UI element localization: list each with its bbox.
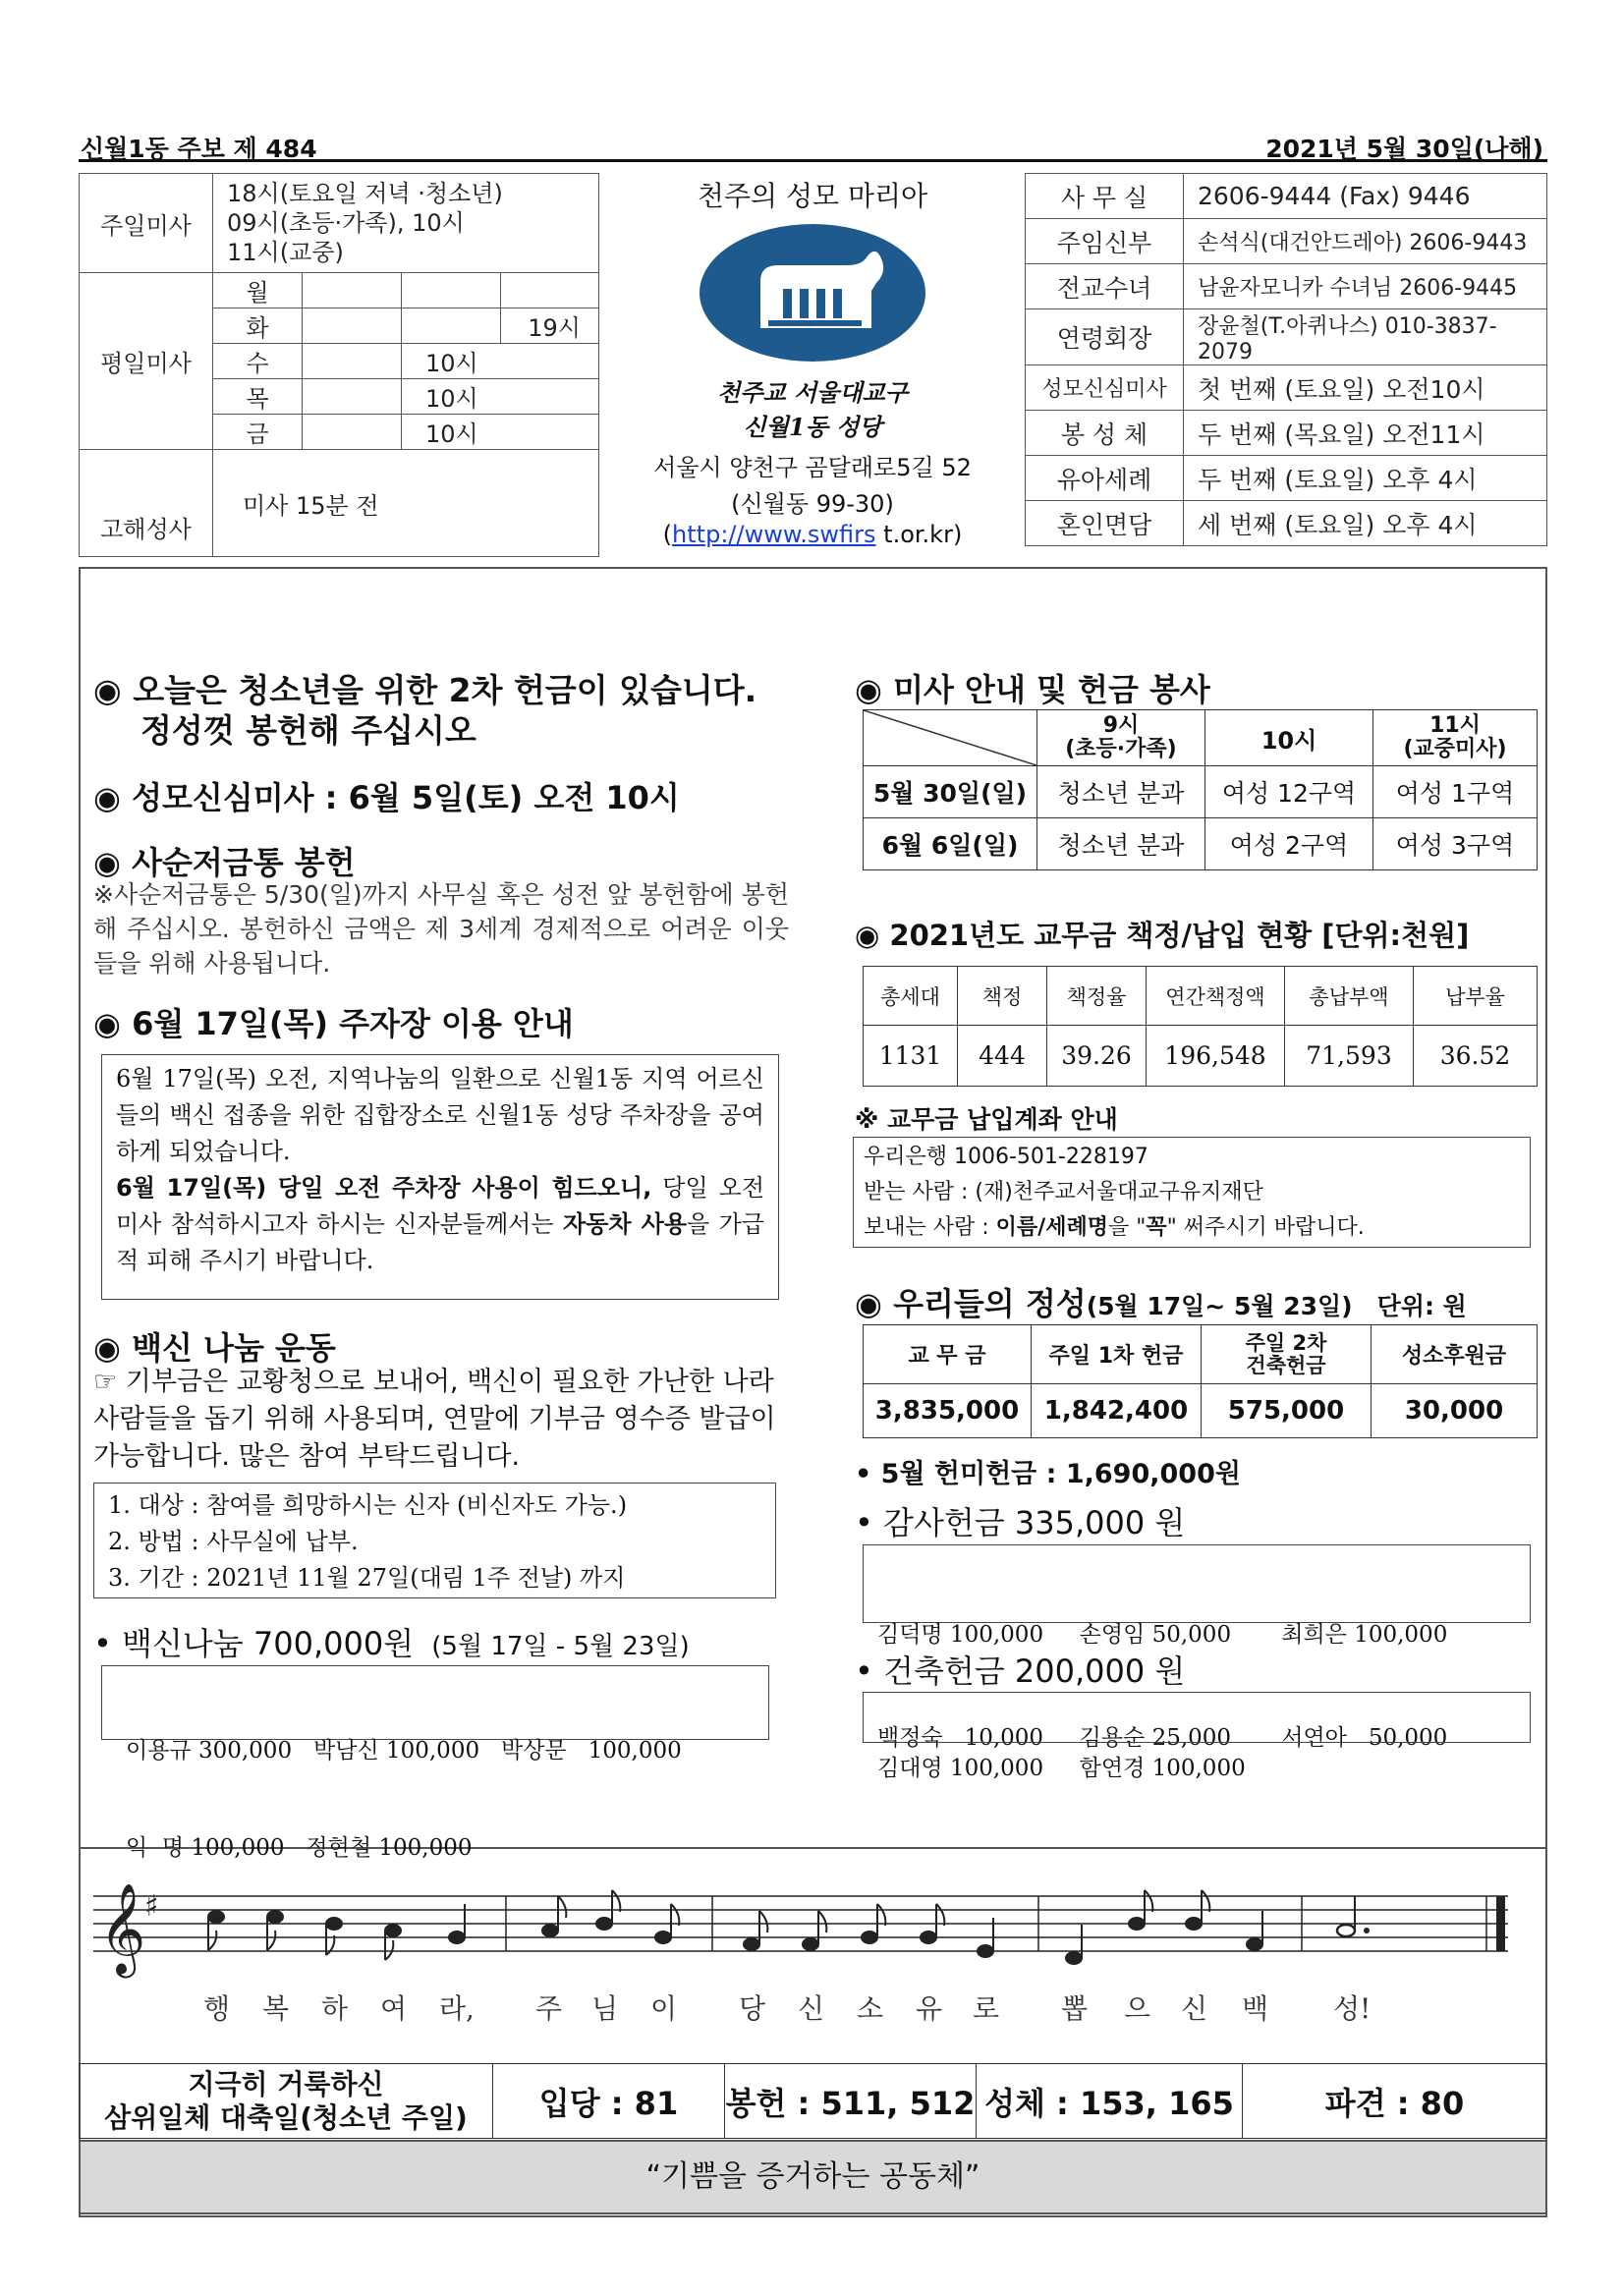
mass-date: 5월 30일(일) bbox=[864, 766, 1037, 818]
donor-line: 익 명 100,000 정현철 100,000 bbox=[126, 1835, 473, 1861]
hymn-communion: 성체 : 153, 165 bbox=[977, 2064, 1243, 2139]
hymn-offertory: 봉헌 : 511, 512 bbox=[725, 2064, 977, 2139]
mass-cell: 청소년 분과 bbox=[1037, 818, 1205, 870]
notice-vaccine: ◉ 백신 나눔 운동 bbox=[93, 1329, 336, 1367]
contact-key: 전교수녀 bbox=[1026, 264, 1184, 309]
offering-header: 성소후원금 bbox=[1372, 1325, 1538, 1384]
sunday-mass-label: 주일미사 bbox=[80, 174, 213, 273]
dues-value: 36.52 bbox=[1414, 1026, 1538, 1087]
feast-name-line1: 지극히 거룩하신 bbox=[188, 2067, 384, 2100]
weekday-cell bbox=[303, 415, 402, 450]
lyric-syllable: 성! bbox=[1333, 1992, 1372, 2025]
account-sender-text-2: " 써주시기 바랍니다. bbox=[1166, 1215, 1365, 1240]
contact-key: 성모신심미사 bbox=[1026, 365, 1184, 411]
dues-header: 책정 bbox=[958, 967, 1047, 1026]
mass-cell: 여성 12구역 bbox=[1205, 766, 1373, 818]
lyric-syllable: 소 bbox=[857, 1992, 884, 2025]
lyric-syllable: 로 bbox=[973, 1992, 1000, 2025]
dues-table bbox=[863, 966, 1538, 1087]
notice-marian-mass: ◉ 성모신심미사 : 6월 5일(토) 오전 10시 bbox=[93, 779, 680, 816]
mass-date: 6월 6일(일) bbox=[864, 818, 1037, 870]
offering-header: 교 무 금 bbox=[864, 1325, 1032, 1384]
vaccine-details-box bbox=[93, 1483, 776, 1598]
lyric-syllable: 백 bbox=[1242, 1992, 1269, 2025]
notice-lent-box: ◉ 사순저금통 봉헌 bbox=[93, 844, 356, 881]
weekday-cell bbox=[303, 308, 402, 344]
notice-youth-offering-2: 정성껏 봉헌해 주십시오 bbox=[140, 711, 476, 750]
weekday-mon: 월 bbox=[213, 273, 303, 308]
mass-header-10: 10시 bbox=[1205, 710, 1373, 766]
parish-address: 서울시 양천구 곰달래로5길 52 bbox=[653, 454, 972, 481]
account-sender-name: 이름/세례명 bbox=[995, 1215, 1108, 1240]
diagonal-line-icon bbox=[864, 710, 1036, 765]
lyric-syllable: 주 bbox=[535, 1992, 563, 2025]
contact-key: 사 무 실 bbox=[1026, 174, 1184, 219]
contact-value: 손석식(대건안드레아) 2606-9443 bbox=[1184, 219, 1547, 264]
offering-header: 주일 1차 헌금 bbox=[1032, 1325, 1202, 1384]
weekday-wed: 수 bbox=[213, 344, 303, 379]
lyric-syllable: 신 bbox=[1181, 1992, 1208, 2025]
account-recipient: 받는 사람 : (재)천주교서울대교구유지재단 bbox=[864, 1180, 1263, 1204]
weekday-cell: 10시 bbox=[402, 379, 599, 415]
parking-notice-box bbox=[101, 1054, 779, 1300]
dues-header: 납부율 bbox=[1414, 967, 1538, 1026]
dues-header: 연간책정액 bbox=[1147, 967, 1285, 1026]
dues-value: 196,548 bbox=[1147, 1026, 1285, 1087]
weekday-mass-label: 평일미사 bbox=[80, 273, 213, 450]
donor-line: 백정숙 10,000 김용순 25,000 서연아 50,000 bbox=[877, 1725, 1448, 1751]
dues-header: 책정율 bbox=[1047, 967, 1147, 1026]
mass-cell: 여성 2구역 bbox=[1205, 818, 1373, 870]
parking-bold: 6월 17일(목) 당일 오전 주차장 사용이 힘드오니, bbox=[116, 1174, 652, 1202]
dues-value: 1131 bbox=[864, 1026, 958, 1087]
donor-line: 김대영 100,000 함연경 100,000 bbox=[877, 1756, 1246, 1781]
weekday-cell bbox=[402, 273, 501, 308]
offering-period: (5월 17일~ 5월 23일) bbox=[1086, 1292, 1353, 1320]
weekday-cell: 19시 bbox=[501, 308, 599, 344]
notice-youth-offering: ◉ 오늘은 청소년을 위한 2차 헌금이 있습니다. bbox=[93, 671, 757, 709]
svg-text:𝄞: 𝄞 bbox=[99, 1882, 146, 1974]
contact-key: 혼인면담 bbox=[1026, 501, 1184, 546]
url-bracket: ( bbox=[662, 521, 673, 548]
mass-cell: 여성 1구역 bbox=[1373, 766, 1538, 818]
contact-value: 두 번째 (목요일) 오전11시 bbox=[1184, 411, 1547, 456]
offering-value: 1,842,400 bbox=[1032, 1384, 1202, 1438]
offering-table bbox=[863, 1324, 1538, 1438]
lyric-syllable: 신 bbox=[798, 1992, 825, 2025]
feast-name-line2: 삼위일체 대축일(청소년 주일) bbox=[104, 2100, 468, 2134]
contact-key: 봉 성 체 bbox=[1026, 411, 1184, 456]
weekday-thu: 목 bbox=[213, 379, 303, 415]
offering-value: 30,000 bbox=[1372, 1384, 1538, 1438]
mass-header-9: 9시 (초등·가족) bbox=[1037, 710, 1205, 766]
account-sender-must: 꼭 bbox=[1146, 1215, 1167, 1240]
dues-value: 39.26 bbox=[1047, 1026, 1147, 1087]
mass-service-table bbox=[863, 709, 1538, 870]
contact-value: 장윤철(T.아퀴나스) 010-3837-2079 bbox=[1184, 309, 1547, 365]
vaccine-total-amount: • 백신나눔 700,000원 bbox=[93, 1625, 415, 1662]
contact-key: 주임신부 bbox=[1026, 219, 1184, 264]
account-bank: 우리은행 1006-501-228197 bbox=[864, 1145, 1148, 1169]
confession-value: 미사 15분 전 bbox=[213, 450, 599, 557]
rice-offering: • 5월 헌미헌금 : 1,690,000원 bbox=[855, 1459, 1241, 1489]
parish-logo-icon bbox=[690, 222, 935, 369]
lyric-syllable: 님 bbox=[591, 1992, 619, 2025]
lyric-syllable: 하 bbox=[321, 1992, 349, 2025]
donor-line: 이용규 300,000 박남신 100,000 박상문 100,000 bbox=[126, 1738, 682, 1764]
thanks-offering: • 감사헌금 335,000 원 bbox=[855, 1504, 1186, 1541]
parking-text: 6월 17일(목) 오전, 지역나눔의 일환으로 신월1동 지역 어르신들의 백신 접종을 위한 집합장소로 신월1동 성당 주차장을 공여하게 되었습니다. bbox=[116, 1065, 764, 1165]
offering-value: 3,835,000 bbox=[864, 1384, 1032, 1438]
building-offering: • 건축헌금 200,000 원 bbox=[855, 1652, 1186, 1690]
offering-title-text: ◉ 우리들의 정성 bbox=[855, 1285, 1087, 1322]
donor-line: 김덕명 100,000 손영임 50,000 최희은 100,000 bbox=[877, 1622, 1448, 1648]
parish-website-link[interactable]: http://www.swfirs bbox=[672, 521, 876, 548]
contact-key: 유아세례 bbox=[1026, 456, 1184, 501]
offering-header: 주일 2차 건축헌금 bbox=[1202, 1325, 1372, 1384]
contact-value: 세 번째 (토요일) 오후 4시 bbox=[1184, 501, 1547, 546]
weekday-cell bbox=[303, 344, 402, 379]
offering-value: 575,000 bbox=[1202, 1384, 1372, 1438]
bulletin-date: 2021년 5월 30일(나해) bbox=[1265, 135, 1543, 163]
contact-value: 두 번째 (토요일) 오후 4시 bbox=[1184, 456, 1547, 501]
confession-label: 고해성사 bbox=[80, 450, 213, 557]
notice-lent-body: ※사순저금통은 5/30(일)까지 사무실 혹은 성전 앞 봉헌함에 봉헌 해 주십시오. 봉헌하신 금액은 제 3세계 경제적으로 어려운 이웃들을 위해 사용됩니다. bbox=[93, 880, 789, 978]
parking-bold-2: 자동차 사용 bbox=[562, 1210, 688, 1238]
lyric-syllable: 복 bbox=[262, 1992, 290, 2025]
weekday-cell bbox=[402, 308, 501, 344]
lyric-syllable: 이 bbox=[650, 1992, 678, 2025]
dues-title: ◉ 2021년도 교무금 책정/납입 현황 [단위:천원] bbox=[855, 919, 1470, 952]
contact-value: 첫 번째 (토요일) 오전10시 bbox=[1184, 365, 1547, 411]
vaccine-donors-box bbox=[101, 1665, 769, 1861]
logo-text-line1: 천주교 서울대교구 bbox=[717, 378, 908, 407]
parish-website bbox=[601, 521, 1024, 548]
header-divider bbox=[79, 159, 1547, 162]
weekday-fri: 금 bbox=[213, 415, 303, 450]
account-sender-text: 을 " bbox=[1107, 1215, 1147, 1240]
lyric-syllable: 유 bbox=[916, 1992, 943, 2025]
parish-address-2: (신월동 99-30) bbox=[731, 490, 894, 518]
music-lyrics bbox=[93, 1988, 1528, 2027]
vaccine-total bbox=[93, 1619, 690, 1664]
weekday-cell: 10시 bbox=[402, 344, 599, 379]
contact-key: 연령회장 bbox=[1026, 309, 1184, 365]
account-sender-label: 보내는 사람 : bbox=[864, 1215, 996, 1240]
mass-cell: 여성 3구역 bbox=[1373, 818, 1538, 870]
parking-text-3: 을 가급적 피해 주시기 바랍니다. bbox=[116, 1210, 764, 1274]
lyric-syllable: 여 bbox=[380, 1992, 408, 2025]
account-title: ※ 교무금 납입계좌 안내 bbox=[855, 1105, 1118, 1134]
contact-value: 2606-9444 (Fax) 9446 bbox=[1184, 174, 1547, 219]
offering-unit: 단위: 원 bbox=[1376, 1292, 1467, 1320]
notice-parking: ◉ 6월 17일(목) 주자장 이용 안내 bbox=[93, 1005, 574, 1042]
lyric-syllable: 라, bbox=[439, 1992, 475, 2025]
vaccine-detail-item: 2. 방법 : 사무실에 납부. bbox=[108, 1528, 359, 1555]
parish-title: 천주의 성모 마리아 bbox=[697, 180, 928, 212]
svg-text:♯: ♯ bbox=[144, 1889, 159, 1924]
vaccine-body: ☞ 기부금은 교황청으로 보내어, 백신이 필요한 가난한 나라 사람들을 돕기 위해 사용되며, 연말에 기부금 영수증 발급이 가능합니다. 많은 참여 부탁드립니다. bbox=[93, 1367, 776, 1472]
parish-motto: “기쁨을 증거하는 공동체” bbox=[79, 2140, 1547, 2214]
logo-text-line2: 신월1동 성당 bbox=[743, 413, 882, 441]
weekday-cell bbox=[303, 379, 402, 415]
weekday-cell: 10시 bbox=[402, 415, 599, 450]
hymn-entrance: 입당 : 81 bbox=[493, 2064, 725, 2139]
url-rest: t.or.kr) bbox=[883, 521, 963, 548]
weekday-cell bbox=[501, 273, 599, 308]
sunday-mass-times: 18시(토요일 저녁 ·청소년) 09시(초등·가족), 10시 11시(교중) bbox=[213, 174, 599, 273]
music-staff bbox=[93, 1876, 1528, 2053]
mass-header-11: 11시 (교중미사) bbox=[1373, 710, 1538, 766]
mass-service-title: ◉ 미사 안내 및 헌금 봉사 bbox=[855, 671, 1210, 708]
hymn-numbers-table bbox=[79, 2063, 1547, 2139]
contacts-table bbox=[1025, 173, 1547, 546]
feast-name bbox=[80, 2064, 493, 2139]
weekday-tue: 화 bbox=[213, 308, 303, 344]
bulletin-issue: 신월1동 주보 제 484 bbox=[81, 135, 317, 163]
lyric-syllable: 뽑 bbox=[1061, 1992, 1089, 2025]
weekday-cell bbox=[303, 273, 402, 308]
hymn-dismissal: 파견 : 80 bbox=[1243, 2064, 1547, 2139]
dues-header: 총세대 bbox=[864, 967, 958, 1026]
vaccine-period: (5월 17일 - 5월 23일) bbox=[431, 1632, 690, 1661]
account-sender bbox=[864, 1210, 1520, 1246]
diagonal-header bbox=[864, 710, 1037, 766]
mass-cell: 청소년 분과 bbox=[1037, 766, 1205, 818]
parking-text-2: 당일 오전 미사 참석하시고자 하시는 신자분들께서는 bbox=[116, 1174, 764, 1238]
dues-value: 444 bbox=[958, 1026, 1047, 1087]
dues-header: 총납부액 bbox=[1285, 967, 1414, 1026]
vaccine-detail-item: 3. 기간 : 2021년 11월 27일(대림 1주 전날) 까지 bbox=[108, 1564, 626, 1592]
account-box bbox=[853, 1137, 1531, 1248]
contact-value: 남윤자모니카 수녀님 2606-9445 bbox=[1184, 264, 1547, 309]
mass-schedule-table bbox=[79, 173, 599, 557]
offering-title bbox=[855, 1279, 1467, 1324]
lyric-syllable: 으 bbox=[1124, 1992, 1151, 2025]
building-donors-box bbox=[863, 1692, 1531, 1781]
dues-value: 71,593 bbox=[1285, 1026, 1414, 1087]
vaccine-detail-item: 1. 대상 : 참여를 희망하시는 신자 (비신자도 가능.) bbox=[108, 1491, 628, 1519]
lyric-syllable: 당 bbox=[739, 1992, 766, 2025]
lyric-syllable: 행 bbox=[203, 1992, 231, 2025]
parish-block bbox=[601, 173, 1024, 548]
